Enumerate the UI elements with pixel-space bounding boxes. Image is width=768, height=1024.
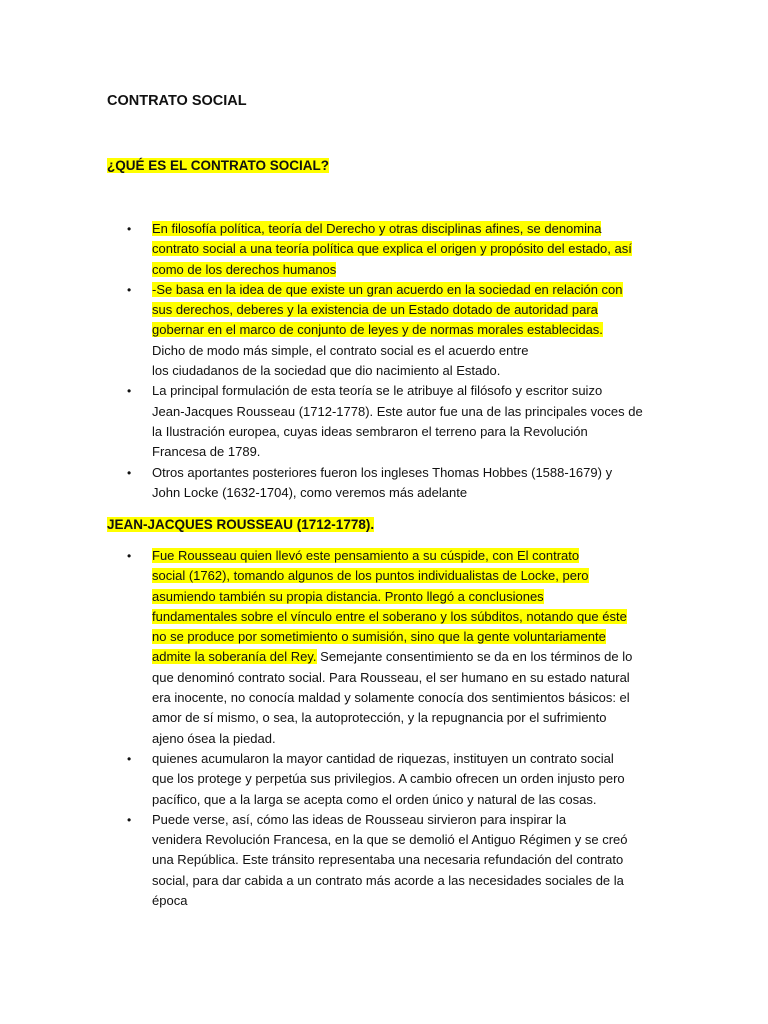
list-item-line [152, 708, 662, 728]
list-item-line [152, 381, 662, 401]
highlighted-text: como de los derechos humanos [152, 261, 337, 277]
bullet-glyph: • [127, 282, 132, 297]
list-item [127, 810, 662, 911]
list-item-line [152, 891, 662, 911]
plain-text: Otros aportantes posteriores fueron los ingleses Thomas Hobbes (1588-1679) y [152, 464, 613, 480]
section-heading-text: ¿QUÉ ES EL CONTRATO SOCIAL? [107, 158, 330, 173]
section-heading-que-es [107, 158, 329, 173]
document-title: CONTRATO SOCIAL [107, 93, 247, 109]
list-item-line [152, 260, 662, 280]
bullet-glyph: • [127, 812, 132, 827]
list-item-line [152, 546, 662, 566]
plain-text: ajeno ósea la piedad. [152, 730, 276, 746]
highlighted-text: asumiendo también su propia distancia. Pronto llegó a conclusiones [152, 588, 544, 604]
list-item-line [152, 607, 662, 627]
list-item-line [152, 402, 662, 422]
list-item [127, 219, 662, 280]
highlighted-text: gobernar en el marco de conjunto de leyes y de normas morales establecidas. [152, 322, 603, 338]
plain-text: pacífico, que a la larga se acepta como el orden único y natural de las cosas. [152, 791, 597, 807]
highlighted-text: Fue Rousseau quien llevó este pensamiento a su cúspide, con El contrato [152, 548, 580, 563]
list-item-line [152, 320, 662, 340]
list-item-line [152, 729, 662, 749]
list-item-line [152, 769, 662, 789]
list-item [127, 381, 662, 462]
plain-text: los ciudadanos de la sociedad que dio nacimiento al Estado. [152, 363, 501, 379]
list-item [127, 546, 662, 749]
list-item-line [152, 442, 662, 462]
bullet-glyph: • [127, 222, 132, 236]
plain-text: Jean-Jacques Rousseau (1712-1778). Este autor fue una de las principales voces de [152, 403, 643, 419]
list-item [127, 749, 662, 810]
list-item-line [152, 627, 662, 647]
list-item-line [152, 830, 662, 850]
list-item-line [152, 483, 662, 503]
list-item-line [152, 341, 662, 361]
list-item-line [152, 361, 662, 381]
bullet-glyph: • [127, 384, 132, 399]
section-heading-rousseau [107, 517, 374, 532]
list-item [127, 463, 662, 504]
plain-text: John Locke (1632-1704), como veremos más adelante [152, 484, 468, 500]
bullet-glyph: • [127, 549, 132, 563]
plain-text: venidera Revolución Francesa, en la que se demolió el Antiguo Régimen y se creó [152, 832, 628, 848]
plain-text: Dicho de modo más simple, el contrato social es el acuerdo entre [152, 342, 529, 358]
bullet-glyph: • [127, 752, 132, 766]
highlighted-text: sus derechos, deberes y la existencia de un Estado dotado de autoridad para [152, 302, 598, 318]
highlighted-text: -Se basa en la idea de que existe un gran acuerdo en la sociedad en relación con [152, 281, 623, 297]
list-item-line [152, 239, 662, 259]
plain-text: Francesa de 1789. [152, 444, 261, 460]
list-item-line [152, 463, 662, 483]
plain-text: que los protege y perpetúa sus privilegios. A cambio ofrecen un orden injusto pero [152, 771, 625, 787]
list-item-line [152, 280, 662, 300]
plain-text: quienes acumularon la mayor cantidad de riquezas, instituyen un contrato social [152, 751, 614, 766]
list-item-line [152, 749, 662, 769]
plain-text: Puede verse, así, cómo las ideas de Rousseau sirvieron para inspirar la [152, 811, 567, 827]
list-item-line [152, 647, 662, 667]
list-item-line [152, 810, 662, 830]
plain-text: que denominó contrato social. Para Rousseau, el ser humano en su estado natural [152, 669, 630, 685]
plain-text: una República. Este tránsito representaba una necesaria refundación del contrato [152, 852, 624, 868]
plain-text: social, para dar cabida a un contrato más acorde a las necesidades sociales de la [152, 872, 624, 888]
highlighted-text: admite la soberanía del Rey. [152, 649, 317, 665]
list-item [127, 280, 662, 381]
plain-text: la Ilustración europea, cuyas ideas sembraron el terreno para la Revolución [152, 423, 588, 439]
plain-text: época [152, 893, 188, 909]
highlighted-text: En filosofía política, teoría del Derecho y otras disciplinas afines, se denomina [152, 221, 602, 236]
list-item-line [152, 587, 662, 607]
list-item-line [152, 850, 662, 870]
highlighted-text: social (1762), tomando algunos de los puntos individualistas de Locke, pero [152, 568, 589, 584]
list-item-line [152, 219, 662, 239]
plain-text: era inocente, no conocía maldad y solamente conocía dos sentimientos básicos: el [152, 690, 630, 706]
list-item-line [152, 790, 662, 810]
bullet-glyph: • [127, 465, 132, 480]
list-item-line [152, 668, 662, 688]
list-item-line [152, 422, 662, 442]
highlighted-text: fundamentales sobre el vínculo entre el soberano y los súbditos, notando que éste [152, 608, 627, 624]
section-heading-text: JEAN-JACQUES ROUSSEAU (1712-1778). [107, 517, 375, 532]
plain-text: Semejante consentimiento se da en los términos de lo [316, 649, 633, 665]
list-item-line [152, 688, 662, 708]
list-item-line [152, 566, 662, 586]
highlighted-text: contrato social a una teoría política que explica el origen y propósito del estado, así [152, 241, 632, 257]
plain-text: La principal formulación de esta teoría se le atribuye al filósofo y escritor suizo [152, 383, 603, 399]
list-item-line [152, 871, 662, 891]
highlighted-text: no se produce por sometimiento o sumisión, sino que la gente voluntariamente [152, 629, 606, 645]
plain-text: amor de sí mismo, o sea, la autoprotección, y la repugnancia por el sufrimiento [152, 710, 607, 726]
list-item-line [152, 300, 662, 320]
